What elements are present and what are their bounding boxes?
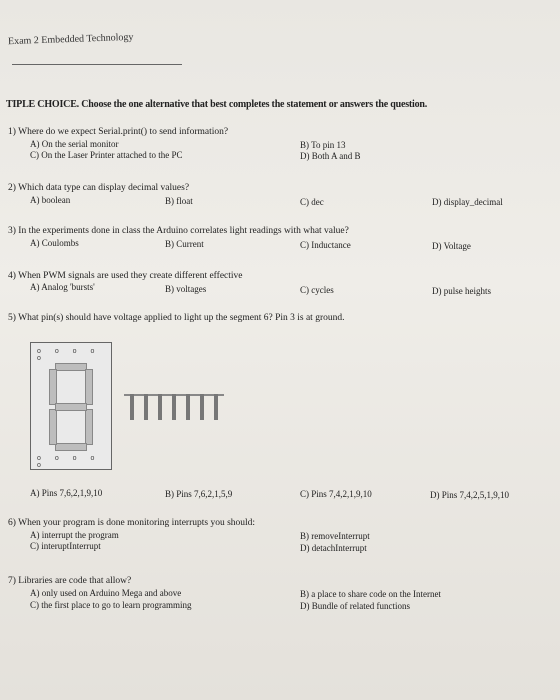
resistor <box>214 394 218 420</box>
instructions: TIPLE CHOICE. Choose the one alternative that best completes the statement or answers the question. <box>6 99 428 110</box>
segment-b <box>85 369 93 405</box>
question-2: 2) Which data type can display decimal values? <box>8 183 190 193</box>
q1-option-a: A) On the serial monitor <box>30 139 119 149</box>
resistor <box>172 394 176 420</box>
q1-option-c: C) On the Laser Printer attached to the PC <box>30 150 183 160</box>
top-pin-row: o o o o o <box>37 348 101 362</box>
q4-option-a: A) Analog 'bursts' <box>30 282 95 292</box>
question-3: 3) In the experiments done in class the Arduino correlates light readings with what value? <box>8 226 349 236</box>
segment-c <box>85 409 93 445</box>
q2-option-c: C) dec <box>300 197 324 207</box>
q1-option-d: D) Both A and B <box>300 151 361 161</box>
q3-option-c: C) Inductance <box>300 240 351 250</box>
bottom-pin-row: o o o o o <box>37 455 101 469</box>
q7-option-a: A) only used on Arduino Mega and above <box>30 588 182 598</box>
q4-option-b: B) voltages <box>165 284 207 294</box>
q3-option-b: B) Current <box>165 239 204 249</box>
question-7: 7) Libraries are code that allow? <box>8 576 132 586</box>
resistor <box>186 394 190 420</box>
q7-option-b: B) a place to share code on the Internet <box>300 589 441 599</box>
question-4: 4) When PWM signals are used they create different effective <box>8 271 243 281</box>
q2-option-a: A) boolean <box>30 195 71 205</box>
q4-option-d: D) pulse heights <box>432 286 491 296</box>
segment-e <box>49 409 57 445</box>
q1-option-b: B) To pin 13 <box>300 140 346 150</box>
resistor <box>144 394 148 420</box>
q5-option-c: C) Pins 7,4,2,1,9,10 <box>300 489 372 499</box>
question-1: 1) Where do we expect Serial.print() to send information? <box>8 127 229 137</box>
resistor <box>130 394 134 420</box>
resistor <box>200 394 204 420</box>
resistor <box>158 394 162 420</box>
q6-option-d: D) detachInterrupt <box>300 543 367 553</box>
segment-g <box>55 403 87 411</box>
q2-option-b: B) float <box>165 196 193 206</box>
q3-option-d: D) Voltage <box>432 241 471 251</box>
q5-option-d: D) Pins 7,4,2,5,1,9,10 <box>430 490 510 500</box>
resistor-array <box>124 386 224 426</box>
q4-option-c: C) cycles <box>300 285 334 295</box>
question-6: 6) When your program is done monitoring interrupts you should: <box>8 518 256 528</box>
segment-a <box>55 363 87 371</box>
question-5: 5) What pin(s) should have voltage applied to light up the segment 6? Pin 3 is at ground. <box>8 313 345 323</box>
segment-d <box>55 443 87 451</box>
seven-segment-diagram <box>30 342 112 470</box>
exam-header: Exam 2 Embedded Technology <box>7 31 134 48</box>
q7-option-c: C) the first place to go to learn programming <box>30 600 192 610</box>
q3-option-a: A) Coulombs <box>30 238 79 248</box>
segment-f <box>49 369 57 405</box>
header-divider <box>12 64 182 65</box>
q7-option-d: D) Bundle of related functions <box>300 601 410 611</box>
q6-option-c: C) interuptInterrupt <box>30 541 101 551</box>
q5-option-a: A) Pins 7,6,2,1,9,10 <box>30 488 103 498</box>
q6-option-b: B) removeInterrupt <box>300 531 370 541</box>
q5-option-b: B) Pins 7,6,2,1,5,9 <box>165 489 233 499</box>
q2-option-d: D) display_decimal <box>432 197 503 207</box>
q6-option-a: A) interrupt the program <box>30 530 119 540</box>
